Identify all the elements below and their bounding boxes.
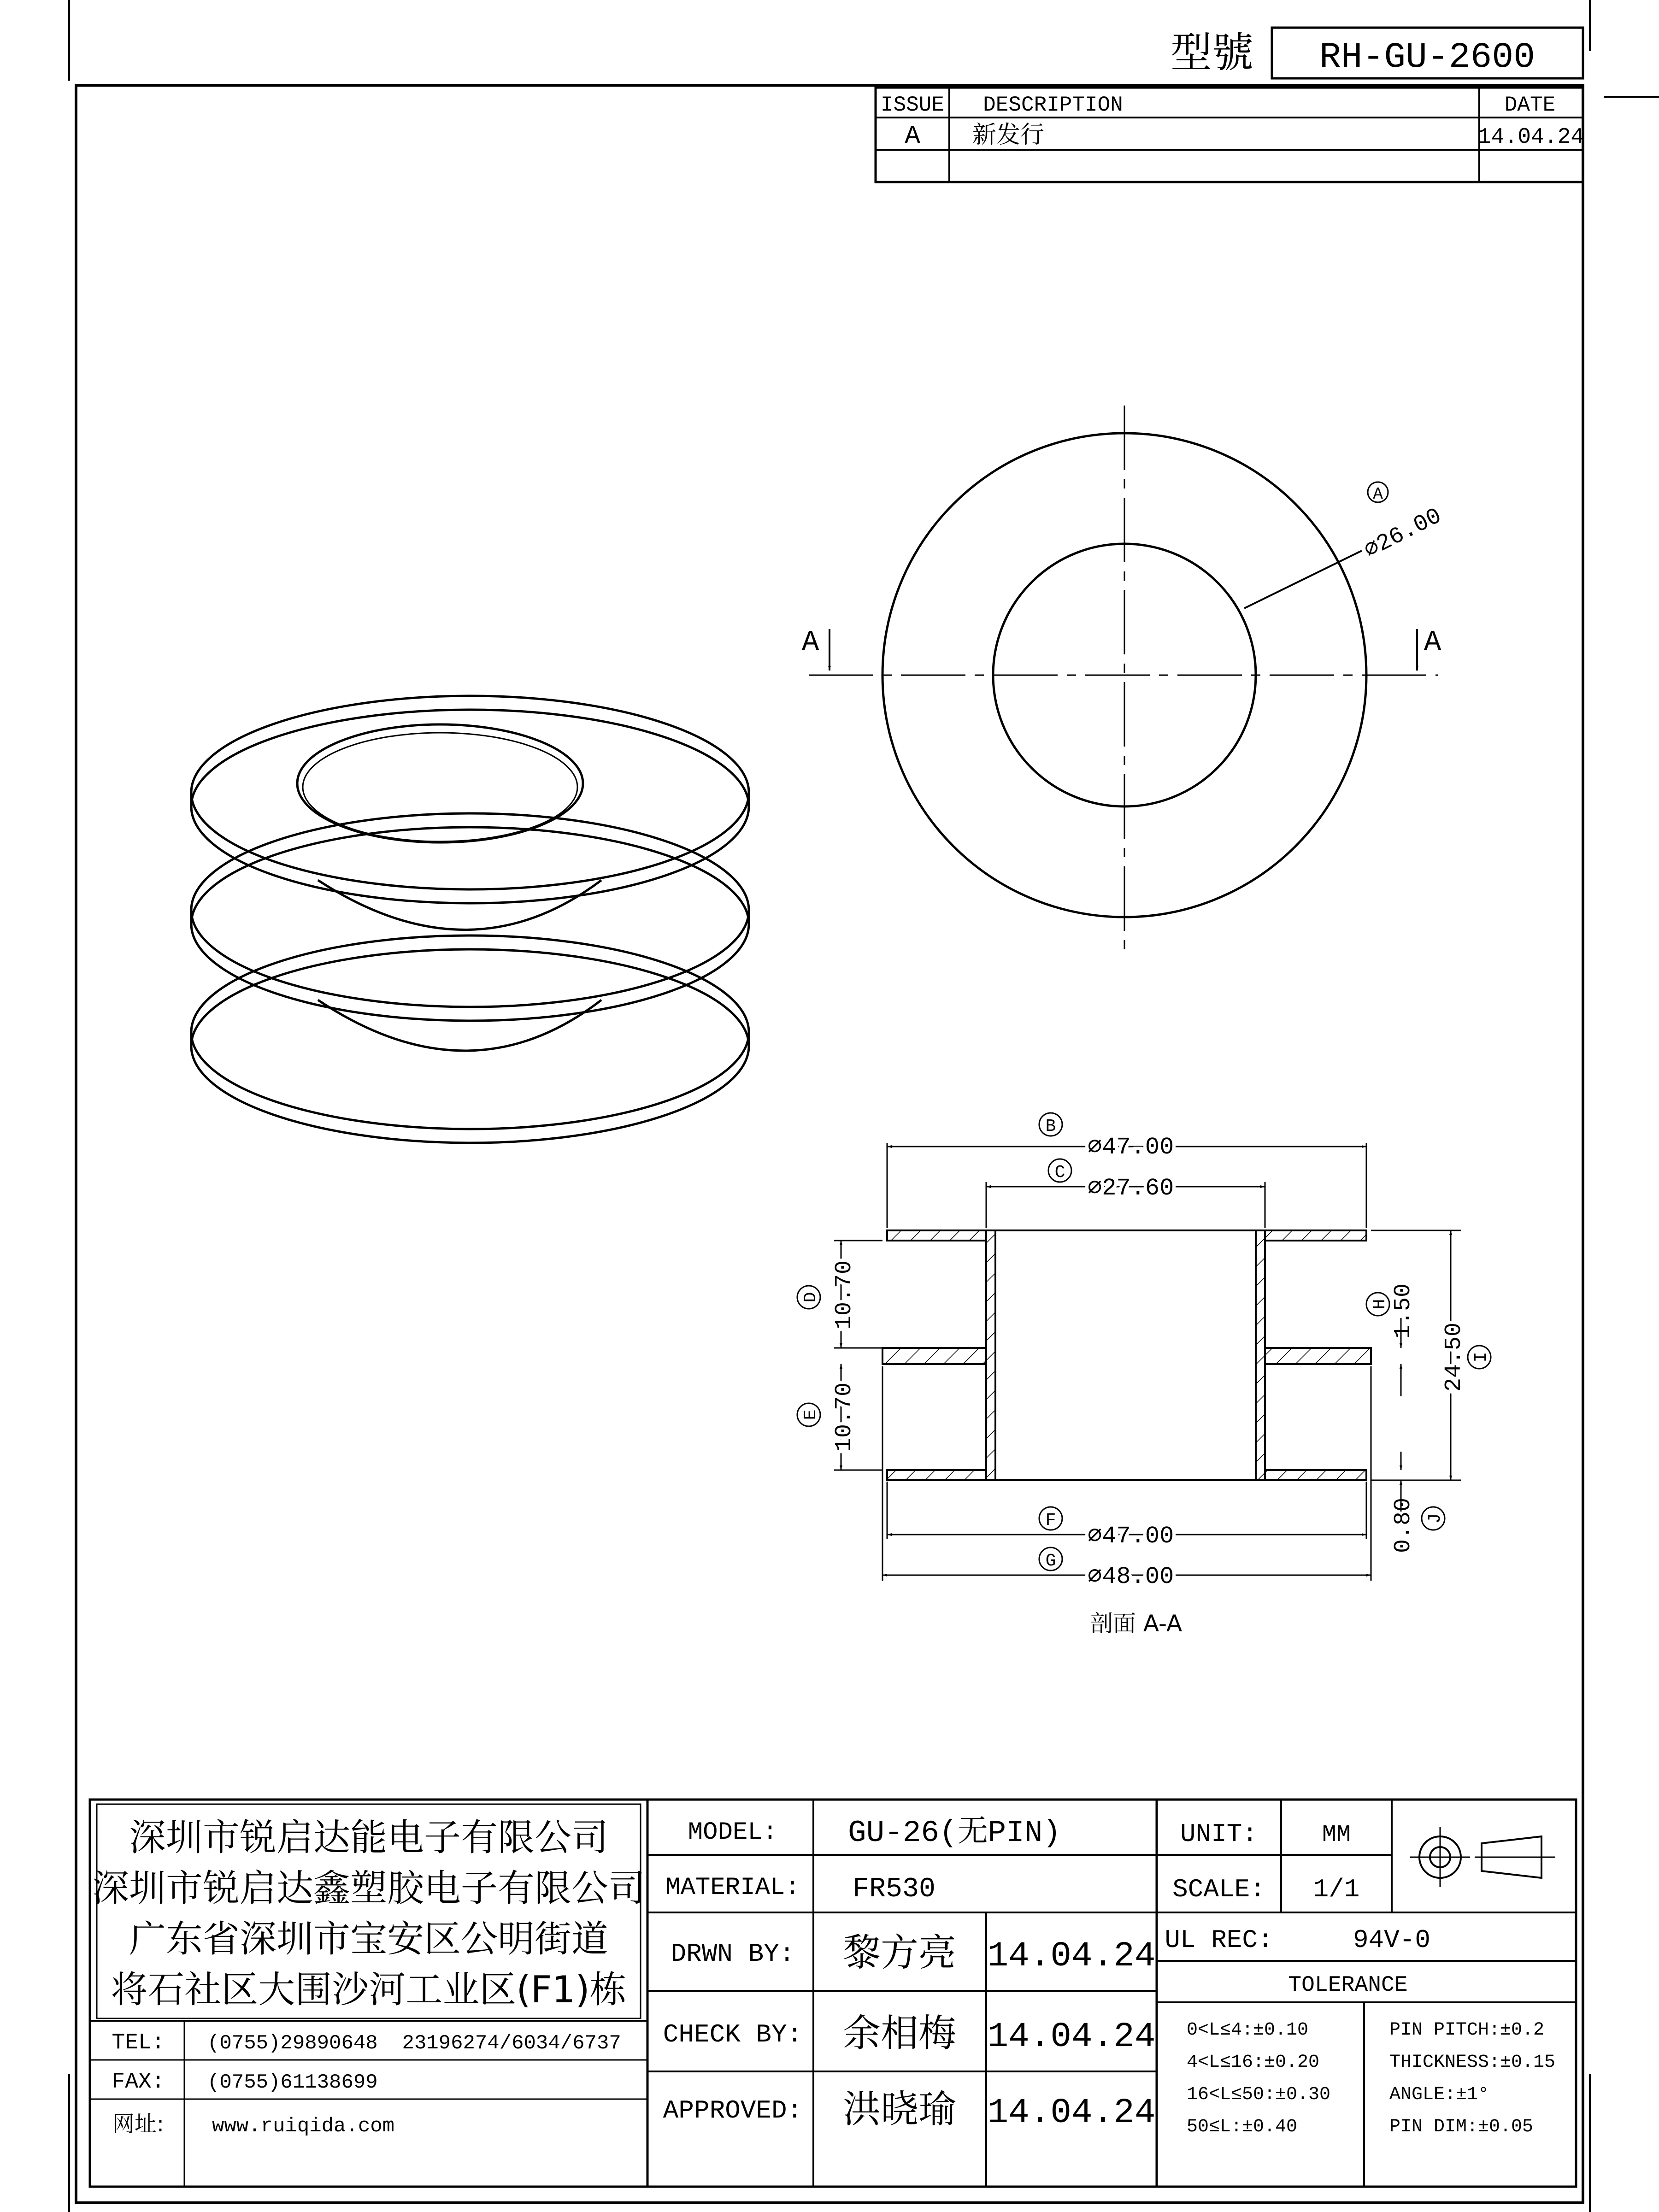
web-label: 网址: [112,2111,165,2137]
tolerance-right-1: PIN PITCH:±0.2 [1389,2020,1545,2041]
dim-F-value: ⌀47.00 [1088,1523,1174,1550]
projection-symbol-icon [1410,1827,1555,1887]
revision-table [876,88,1584,182]
dim-E-bubble: E [801,1409,821,1420]
section-caption: 剖面 A-A [1090,1610,1182,1637]
dim-I-bubble: I [1471,1352,1491,1363]
model-label: MODEL: [688,1818,778,1847]
material-label: MATERIAL: [665,1874,800,1902]
drawn-by-label: DRWN BY: [671,1939,795,1969]
check-by-date: 14.04.24 [987,2017,1156,2057]
revision-col-description: DESCRIPTION [983,93,1123,117]
scale-label: SCALE: [1172,1875,1265,1904]
fax-value: (0755)61138699 [207,2071,378,2094]
revision-row-date: 14.04.24 [1477,125,1584,150]
dim-F-bubble: F [1045,1511,1056,1530]
model-number-value: RH-GU-2600 [1319,37,1535,78]
dim-H-bubble: H [1370,1299,1390,1310]
tolerance-left-4: 50≤L:±0.40 [1187,2117,1298,2137]
company-name-2: 深圳市锐启达鑫塑胶电子有限公司 [92,1867,645,1910]
top-view [802,406,1446,949]
tolerance-label: TOLERANCE [1288,1973,1408,1998]
approved-label: APPROVED: [663,2096,803,2125]
dim-D-value: 10.70 [831,1260,858,1330]
section-arrow-right-label: A [1424,626,1441,659]
revision-row-description: 新发行 [972,121,1045,149]
ul-label: UL REC: [1165,1925,1273,1955]
model-value: GU-26(无PIN) [848,1816,1061,1850]
model-number-header [1171,28,1583,78]
tolerance-right-2: THICKNESS:±0.15 [1389,2052,1556,2073]
revision-col-date: DATE [1504,93,1556,117]
dim-D-bubble: D [801,1292,821,1303]
dim-A-bubble: A [1373,485,1383,504]
dim-J-value: 0.80 [1390,1497,1417,1553]
section-view [797,1113,1491,1637]
dim-I-value: 24.50 [1441,1322,1467,1392]
dim-G-bubble: G [1045,1551,1056,1571]
drawn-by-date: 14.04.24 [987,1936,1156,1976]
dim-B-bubble: B [1045,1117,1056,1136]
company-address-1: 广东省深圳市宝安区公明街道 [129,1918,608,1960]
approved-name: 洪晓瑜 [842,2088,957,2131]
check-by-name: 余相梅 [842,2012,957,2055]
title-block [647,1800,1576,2187]
dim-C-bubble: C [1054,1163,1065,1182]
drawn-by-name: 黎方亮 [842,1931,957,1975]
fax-label: FAX: [112,2070,165,2094]
approved-date: 14.04.24 [987,2093,1156,2133]
scale-value: 1/1 [1313,1875,1360,1904]
dim-H-value: 1.50 [1390,1283,1417,1339]
model-number-label: 型號 [1171,29,1253,77]
unit-label: UNIT: [1180,1819,1258,1849]
tolerance-left-3: 16<L≤50:±0.30 [1187,2084,1331,2105]
isometric-view [191,696,749,1143]
company-address-2: 将石社区大围沙河工业区(F1)栋 [111,1968,627,2011]
check-by-label: CHECK BY: [663,2020,803,2049]
company-name-1: 深圳市锐启达能电子有限公司 [129,1816,608,1859]
revision-col-issue: ISSUE [880,93,945,117]
material-value: FR530 [853,1874,936,1905]
tolerance-left-1: 0<L≤4:±0.10 [1187,2020,1309,2041]
dim-J-bubble: J [1425,1513,1445,1524]
web-value: www.ruiqida.com [212,2115,395,2138]
company-block [90,1800,647,2187]
dim-G-value: ⌀48.00 [1088,1563,1174,1590]
revision-row-issue: A [905,121,920,151]
tolerance-right-3: ANGLE:±1° [1389,2084,1489,2105]
dim-A-value: ⌀26.00 [1360,503,1446,565]
tolerance-right-4: PIN DIM:±0.05 [1389,2117,1534,2137]
tel-label: TEL: [112,2030,165,2055]
ul-value: 94V-0 [1353,1925,1431,1955]
tolerance-left-2: 4<L≤16:±0.20 [1187,2052,1320,2073]
dim-B-value: ⌀47.00 [1088,1134,1174,1161]
unit-value: MM [1322,1821,1351,1848]
dim-E-value: 10.70 [831,1382,858,1452]
dim-C-value: ⌀27.60 [1088,1175,1174,1202]
section-arrow-left-label: A [802,626,819,659]
tel-value: (0755)29890648 23196274/6034/6737 [207,2032,621,2055]
